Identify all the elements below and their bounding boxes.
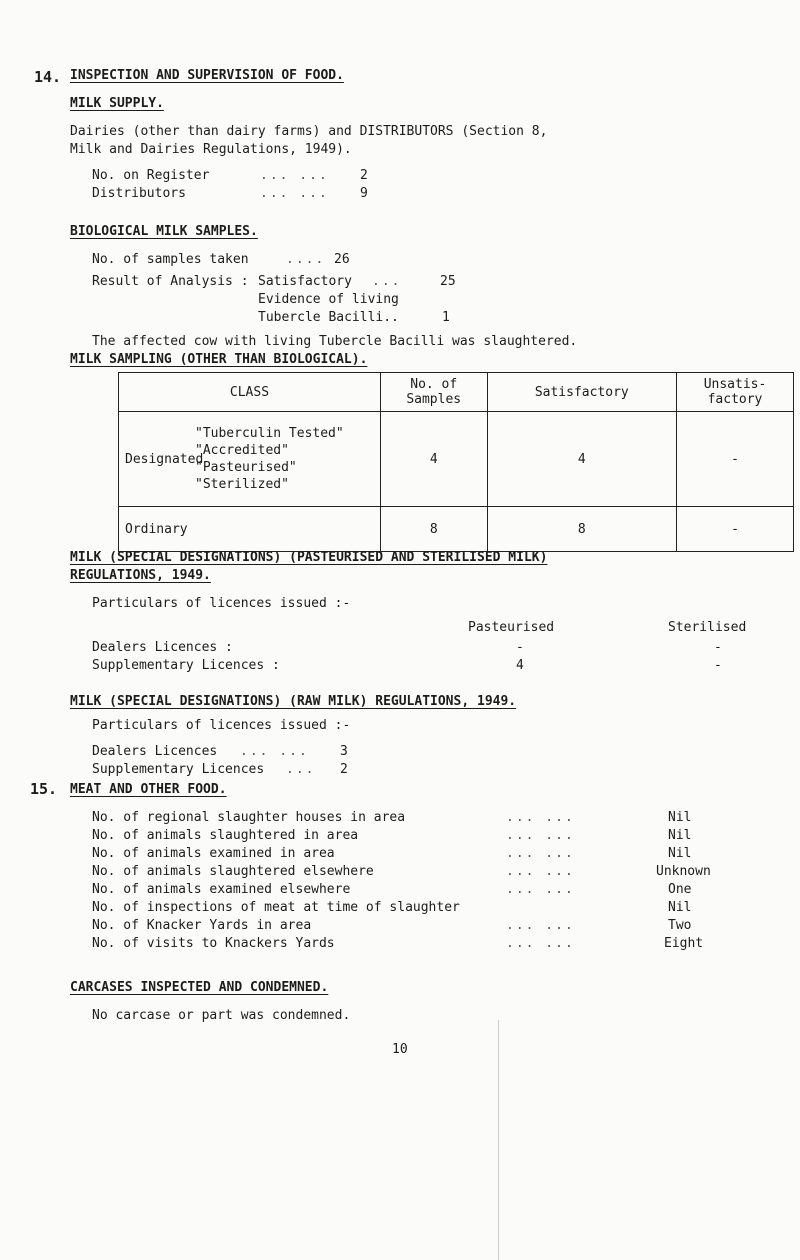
header-unsatisfactory: Unsatis-factory <box>677 373 794 412</box>
past-supp-pasteurised: 4 <box>516 658 524 673</box>
samples-taken-label: No. of samples taken <box>92 252 249 267</box>
raw-dealers-label: Dealers Licences <box>92 744 218 759</box>
pasteurised-particulars: Particulars of licences issued :- <box>92 596 351 611</box>
designated-samples: 4 <box>380 412 487 507</box>
table-row <box>119 412 794 507</box>
designated-item: "Pasteurised" <box>195 460 297 475</box>
past-dealers-sterilised: - <box>714 640 722 655</box>
section-heading-inspection: INSPECTION AND SUPERVISION OF FOOD. <box>70 68 344 83</box>
page-number: 10 <box>392 1042 408 1057</box>
carcases-note: No carcase or part was condemned. <box>92 1008 351 1023</box>
milk-supply-heading: MILK SUPPLY. <box>70 96 164 111</box>
biological-heading: BIOLOGICAL MILK SAMPLES. <box>70 224 258 239</box>
meat-row-dots: ... ... <box>506 936 575 951</box>
raw-dealers-value: 3 <box>340 744 348 759</box>
meat-row-label: No. of Knacker Yards in area <box>92 918 312 933</box>
meat-row-dots: ... ... <box>506 810 575 825</box>
meat-row-label: No. of animals examined in area <box>92 846 335 861</box>
evidence-label-2: Tubercle Bacilli.. <box>258 310 399 325</box>
meat-row-value: Nil <box>668 810 692 825</box>
raw-supp-dots: ... <box>286 762 316 777</box>
designated-satisfactory: 4 <box>487 412 676 507</box>
milk-supply-intro-2: Milk and Dairies Regulations, 1949). <box>70 142 352 157</box>
milk-sampling-table <box>118 372 794 552</box>
result-analysis-label: Result of Analysis : <box>92 274 249 289</box>
col-sterilised: Sterilised <box>668 620 747 635</box>
meat-row-label: No. of animals examined elsewhere <box>92 882 351 897</box>
header-samples: No. of Samples <box>380 373 487 412</box>
past-dealers-label: Dealers Licences : <box>92 640 233 655</box>
other-sampling-heading: MILK SAMPLING (OTHER THAN BIOLOGICAL). <box>70 352 368 367</box>
raw-supp-value: 2 <box>340 762 348 777</box>
evidence-value: 1 <box>442 310 450 325</box>
raw-regs-heading: MILK (SPECIAL DESIGNATIONS) (RAW MILK) REGULATIONS, 1949. <box>70 694 517 709</box>
col-pasteurised: Pasteurised <box>468 620 555 635</box>
distributors-label: Distributors <box>92 186 186 201</box>
register-value: 2 <box>360 168 368 183</box>
meat-row-value: Eight <box>664 936 704 951</box>
meat-row-dots: ... ... <box>506 846 575 861</box>
meat-row-value: Two <box>668 918 692 933</box>
evidence-label-1: Evidence of living <box>258 292 399 307</box>
section-number-14: 14. <box>34 68 62 86</box>
designated-item: "Tuberculin Tested" <box>195 426 344 441</box>
table-header-row <box>119 373 794 412</box>
samples-taken-dots: .... <box>286 252 326 267</box>
meat-row-value: Nil <box>668 828 692 843</box>
ordinary-unsatisfactory: - <box>677 507 794 552</box>
page-edge-line <box>498 1020 499 1260</box>
section-heading-meat: MEAT AND OTHER FOOD. <box>70 782 227 797</box>
distributors-dots: ... ... <box>260 186 329 201</box>
ordinary-label: Ordinary <box>119 507 381 552</box>
meat-row-dots: ... ... <box>506 828 575 843</box>
table-row <box>119 507 794 552</box>
pasteurised-regs-heading-1: MILK (SPECIAL DESIGNATIONS) (PASTEURISED AND STERILISED MILK) <box>70 550 548 565</box>
meat-row-dots: ... ... <box>506 882 575 897</box>
section-number-15: 15. <box>30 780 58 798</box>
ordinary-samples: 8 <box>380 507 487 552</box>
past-supp-label: Supplementary Licences : <box>92 658 280 673</box>
carcases-heading: CARCASES INSPECTED AND CONDEMNED. <box>70 980 329 995</box>
meat-row-label: No. of regional slaughter houses in area <box>92 810 406 825</box>
meat-row-value: Nil <box>668 900 692 915</box>
meat-row-value: One <box>668 882 692 897</box>
meat-row-dots: ... ... <box>506 918 575 933</box>
past-dealers-pasteurised: - <box>516 640 524 655</box>
designated-class-cell <box>119 412 381 507</box>
satisfactory-dots: ... <box>372 274 402 289</box>
satisfactory-value: 25 <box>440 274 456 289</box>
meat-row-value: Unknown <box>656 864 711 879</box>
meat-row-dots: ... ... <box>506 864 575 879</box>
meat-row-label: No. of inspections of meat at time of slaughter <box>92 900 460 915</box>
designated-label: Designated <box>125 451 204 467</box>
meat-row-label: No. of visits to Knackers Yards <box>92 936 335 951</box>
past-supp-sterilised: - <box>714 658 722 673</box>
register-dots: ... ... <box>260 168 329 183</box>
header-class: CLASS <box>119 373 381 412</box>
designated-item: "Accredited" <box>195 443 289 458</box>
slaughtered-note: The affected cow with living Tubercle Bacilli was slaughtered. <box>92 334 578 349</box>
pasteurised-regs-heading-2: REGULATIONS, 1949. <box>70 568 211 583</box>
meat-row-label: No. of animals slaughtered in area <box>92 828 359 843</box>
raw-particulars: Particulars of licences issued :- <box>92 718 351 733</box>
satisfactory-label: Satisfactory <box>258 274 352 289</box>
raw-supp-label: Supplementary Licences <box>92 762 265 777</box>
designated-item: "Sterilized" <box>195 477 289 492</box>
meat-row-value: Nil <box>668 846 692 861</box>
meat-row-label: No. of animals slaughtered elsewhere <box>92 864 374 879</box>
samples-taken-value: 26 <box>334 252 350 267</box>
designated-unsatisfactory: - <box>677 412 794 507</box>
raw-dealers-dots: ... ... <box>240 744 309 759</box>
header-satisfactory: Satisfactory <box>487 373 676 412</box>
ordinary-satisfactory: 8 <box>487 507 676 552</box>
distributors-value: 9 <box>360 186 368 201</box>
register-label: No. on Register <box>92 168 210 183</box>
milk-supply-intro-1: Dairies (other than dairy farms) and DISTRIBUTORS (Section 8, <box>70 124 548 139</box>
